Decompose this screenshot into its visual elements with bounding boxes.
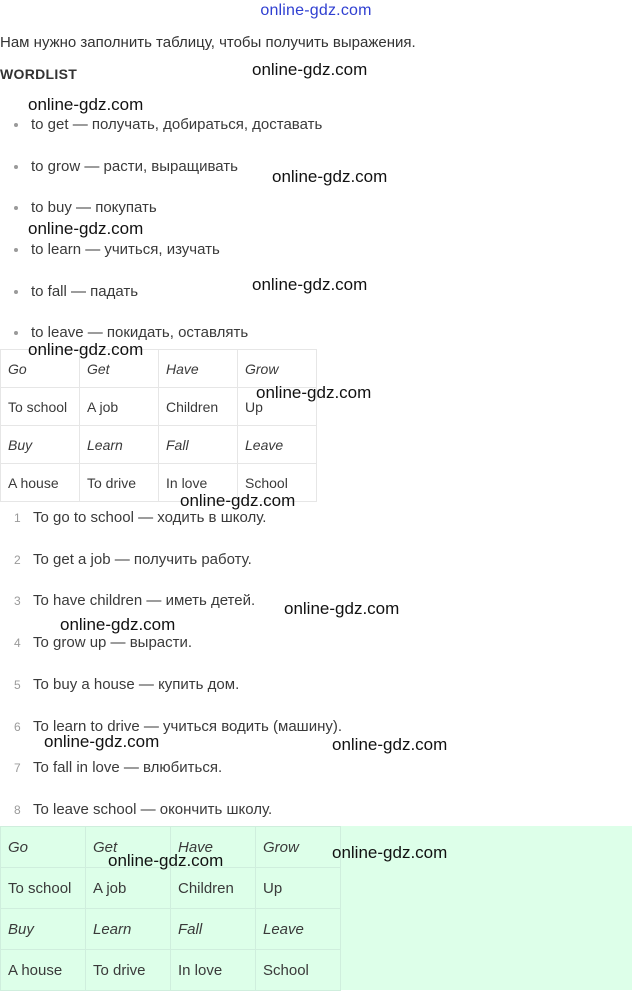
watermark: online-gdz.com (28, 95, 144, 114)
watermark: online-gdz.com (28, 340, 144, 359)
table-cell: Fall (159, 426, 238, 464)
table-cell: A job (80, 388, 159, 426)
table-cell: Learn (86, 909, 171, 950)
intro-text: Нам нужно заполнить таблицу, чтобы получить выражения. (0, 34, 416, 51)
list-item: 5 To buy a house — купить дом. (14, 676, 240, 693)
list-item: to leave — покидать, оставлять (14, 324, 248, 341)
table-cell: Leave (256, 909, 341, 950)
table-row (1, 426, 317, 464)
table-cell: Children (159, 388, 238, 426)
bullet-icon (14, 165, 18, 169)
table-row (1, 868, 341, 909)
table-cell: A house (1, 950, 86, 991)
table-cell: Get (86, 827, 171, 868)
table-row (1, 950, 341, 991)
bullet-icon (14, 331, 18, 335)
table-cell: Up (238, 388, 317, 426)
table-cell: Go (1, 827, 86, 868)
list-item: 2 To get a job — получить работу. (14, 551, 252, 568)
bullet-icon (14, 290, 18, 294)
list-item: to grow — расти, выращивать (14, 158, 238, 175)
watermark: online-gdz.com (108, 851, 224, 870)
table-cell: A job (86, 868, 171, 909)
table-cell: Grow (238, 350, 317, 388)
list-item: 8 To leave school — окончить школу. (14, 801, 273, 818)
table-cell: Buy (1, 909, 86, 950)
bullet-icon (14, 206, 18, 210)
table-cell: Leave (238, 426, 317, 464)
table-cell: Learn (80, 426, 159, 464)
table-cell: School (238, 464, 317, 502)
table-cell: To drive (80, 464, 159, 502)
list-item: to learn — учиться, изучать (14, 241, 220, 258)
table-cell: Have (159, 350, 238, 388)
watermark: online-gdz.com (272, 167, 388, 186)
list-item: 3 To have children — иметь детей. (14, 592, 256, 609)
watermark: online-gdz.com (252, 60, 368, 79)
table-cell: Grow (256, 827, 341, 868)
list-item: 4 To grow up — вырасти. (14, 634, 193, 651)
site-watermark-top: online-gdz.com (260, 2, 372, 19)
watermark: online-gdz.com (252, 275, 368, 294)
watermark: online-gdz.com (180, 491, 296, 510)
watermark: online-gdz.com (284, 599, 400, 618)
watermark: online-gdz.com (60, 615, 176, 634)
table-cell: Fall (171, 909, 256, 950)
list-item: 7 To fall in love — влюбиться. (14, 759, 223, 776)
table-cell: Children (171, 868, 256, 909)
list-item: to fall — падать (14, 283, 138, 300)
watermark: online-gdz.com (332, 735, 448, 754)
watermark: online-gdz.com (332, 843, 448, 862)
list-item: to get — получать, добираться, доставать (14, 116, 322, 133)
table-cell: Up (256, 868, 341, 909)
table-cell: School (256, 950, 341, 991)
table-cell: Go (1, 350, 80, 388)
table-row (1, 909, 341, 950)
table-cell: To drive (86, 950, 171, 991)
watermark: online-gdz.com (28, 219, 144, 238)
bullet-icon (14, 123, 18, 127)
table-cell: To school (1, 388, 80, 426)
list-item: to buy — покупать (14, 199, 157, 216)
table-cell: To school (1, 868, 86, 909)
list-item: 6 To learn to drive — учиться водить (машину). (14, 718, 343, 735)
list-item: 1 To go to school — ходить в школу. (14, 509, 267, 526)
table-cell: In love (171, 950, 256, 991)
phrase-table (0, 349, 317, 502)
watermark: online-gdz.com (44, 732, 160, 751)
bullet-icon (14, 248, 18, 252)
table-cell: In love (159, 464, 238, 502)
table-cell: Have (171, 827, 256, 868)
table-cell: Buy (1, 426, 80, 464)
table-cell: A house (1, 464, 80, 502)
table-cell: Get (80, 350, 159, 388)
watermark: online-gdz.com (256, 383, 372, 402)
wordlist-title: WORDLIST (0, 66, 78, 82)
